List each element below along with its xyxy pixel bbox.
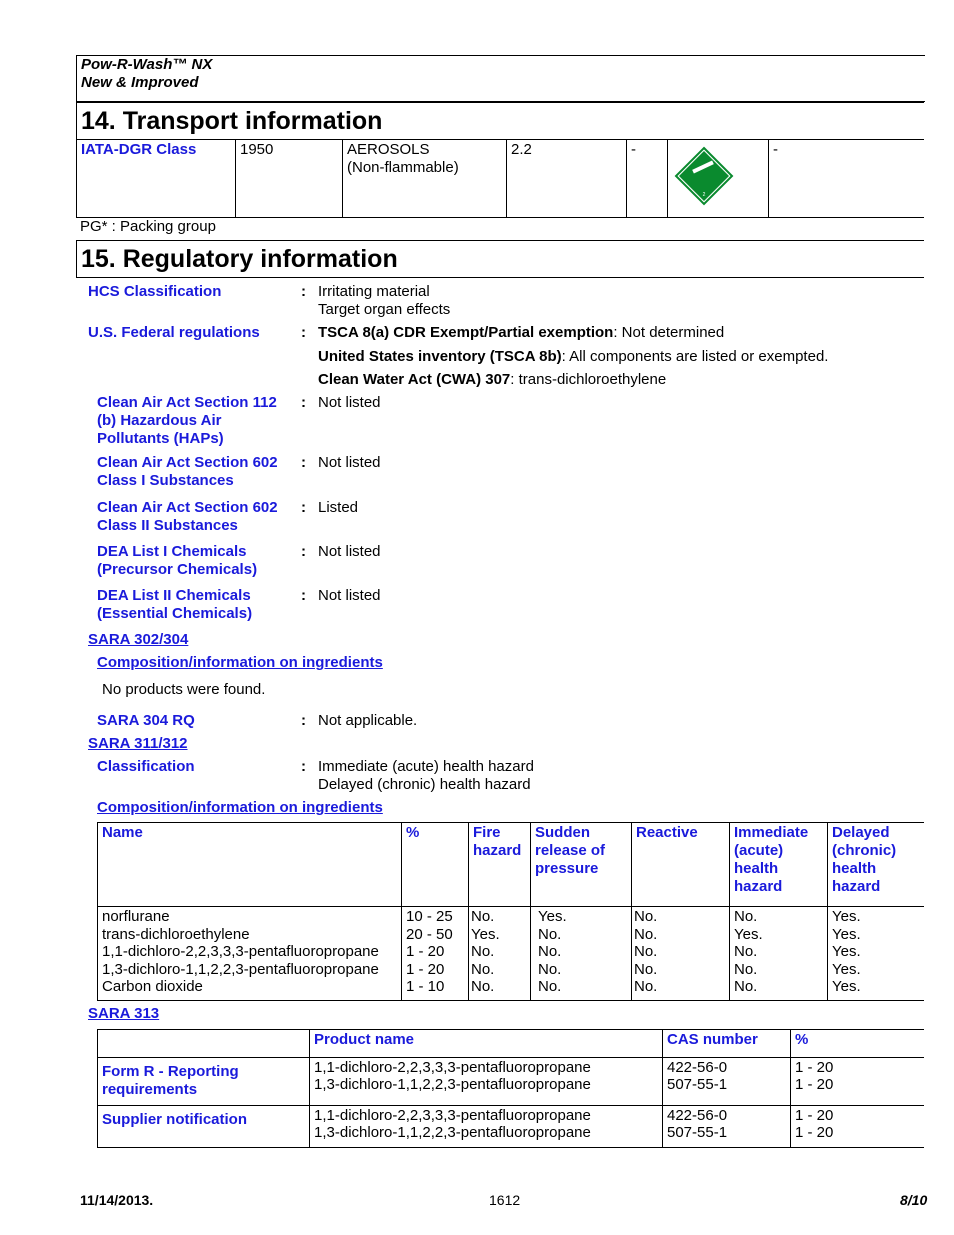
reactive-values: No. No. No. No. No. — [632, 907, 730, 1001]
caa602-class1-label: Clean Air Act Section 602 Class I Substances — [97, 454, 278, 489]
transport-table — [76, 140, 924, 218]
product-subtitle: New & Improved — [81, 74, 199, 91]
sara313-table — [97, 1029, 924, 1148]
svg-text:2: 2 — [702, 192, 706, 198]
caa602-class2-label: Clean Air Act Section 602 Class II Substances — [97, 499, 278, 534]
footer-date: 11/14/2013. — [80, 1192, 154, 1208]
ingredient-names: norflurane trans-dichloroethylene 1,1-dichloro-2,2,3,3,3-pentafluoropropane 1,3-dichloro-1,1,2,2,3-pentafluoropropane Carbon dioxide — [98, 907, 402, 1001]
sara313-heading: SARA 313 — [88, 1005, 160, 1022]
section-15-title: 15. Regulatory information — [76, 240, 924, 278]
dea1-label: DEA List I Chemicals (Precursor Chemicals) — [97, 543, 258, 578]
col-header-delayed: Delayed (chronic) health hazard — [828, 823, 925, 907]
caa112-value: Not listed — [318, 394, 381, 411]
form-r-label: Form R - Reporting requirements — [98, 1058, 310, 1106]
dea1-value: Not listed — [318, 543, 381, 560]
form-r-names: 1,1-dichloro-2,2,3,3,3-pentafluoropropane 1,3-dichloro-1,1,2,2,3-pentafluoropropane — [310, 1058, 663, 1106]
col-header-product: Product name — [310, 1030, 663, 1058]
delayed-values: Yes. Yes. Yes. Yes. Yes. — [828, 907, 925, 1001]
classification-value: Immediate (acute) health hazard Delayed (chronic) health hazard — [318, 758, 534, 793]
dea2-label: DEA List II Chemicals (Essential Chemicals) — [97, 587, 253, 622]
placard-cell — [668, 140, 769, 218]
col-header-immediate: Immediate (acute) health hazard — [730, 823, 828, 907]
col-header-cas: CAS number — [663, 1030, 791, 1058]
supplier-notification-label: Supplier notification — [98, 1106, 310, 1148]
hcs-label: HCS Classification — [88, 283, 222, 300]
col-header-name: Name — [98, 823, 402, 907]
supplier-names: 1,1-dichloro-2,2,3,3,3-pentafluoropropane 1,3-dichloro-1,1,2,2,3-pentafluoropropane — [310, 1106, 663, 1148]
no-products-text: No products were found. — [102, 681, 266, 698]
transport-extra: - — [769, 140, 925, 218]
col-header-percent: % — [402, 823, 469, 907]
supplier-cas: 422-56-0 507-55-1 — [663, 1106, 791, 1148]
section-14-title: 14. Transport information — [76, 102, 924, 140]
form-r-cas: 422-56-0 507-55-1 — [663, 1058, 791, 1106]
non-flammable-gas-placard-icon — [668, 140, 768, 212]
product-name: Pow-R-Wash™ NX — [81, 56, 213, 73]
hazard-class: 2.2 — [507, 140, 627, 218]
hazard-table — [97, 822, 924, 1001]
composition-heading-2: Composition/information on ingredients — [97, 799, 383, 816]
caa112-label: Clean Air Act Section 112 (b) Hazardous Air Pollutants (HAPs) — [97, 394, 277, 447]
sara311-heading: SARA 311/312 — [88, 735, 188, 752]
dea2-value: Not listed — [318, 587, 381, 604]
footer-page: 8/10 — [900, 1192, 928, 1208]
sara304rq-label: SARA 304 RQ — [97, 712, 195, 729]
sara304rq-value: Not applicable. — [318, 712, 418, 729]
composition-heading-1: Composition/information on ingredients — [97, 654, 383, 671]
fire-hazard-values: No. Yes. No. No. No. — [469, 907, 531, 1001]
tsca-8b: United States inventory (TSCA 8b): All components are listed or exempted. — [318, 348, 829, 365]
packing-group: - — [627, 140, 668, 218]
hcs-value: Irritating material Target organ effects — [318, 283, 451, 318]
caa602-class2-value: Listed — [318, 499, 359, 516]
classification-label: Classification — [97, 758, 195, 775]
col-header-reactive: Reactive — [632, 823, 730, 907]
ingredient-percents: 10 - 25 20 - 50 1 - 20 1 - 20 1 - 10 — [402, 907, 469, 1001]
sara302-heading: SARA 302/304 — [88, 631, 189, 648]
sudden-release-values: Yes. No. No. No. No. — [531, 907, 632, 1001]
tsca-8a: TSCA 8(a) CDR Exempt/Partial exemption: Not determined — [318, 324, 725, 341]
document-header — [76, 55, 925, 102]
cwa-307: Clean Water Act (CWA) 307: trans-dichloroethylene — [318, 371, 667, 388]
pg-note: PG* : Packing group — [80, 218, 216, 235]
immediate-values: No. Yes. No. No. No. — [730, 907, 828, 1001]
shipping-name: AEROSOLS (Non-flammable) — [343, 140, 507, 218]
caa602-class1-value: Not listed — [318, 454, 381, 471]
iata-label: IATA-DGR Class — [77, 140, 236, 218]
col-header-sudden: Sudden release of pressure — [531, 823, 632, 907]
un-number: 1950 — [236, 140, 343, 218]
col-header-pct: % — [791, 1030, 925, 1058]
supplier-pct: 1 - 20 1 - 20 — [791, 1106, 925, 1148]
federal-label: U.S. Federal regulations — [88, 324, 260, 341]
form-r-pct: 1 - 20 1 - 20 — [791, 1058, 925, 1106]
col-header-fire: Fire hazard — [469, 823, 531, 907]
footer-code: 1612 — [489, 1192, 521, 1208]
